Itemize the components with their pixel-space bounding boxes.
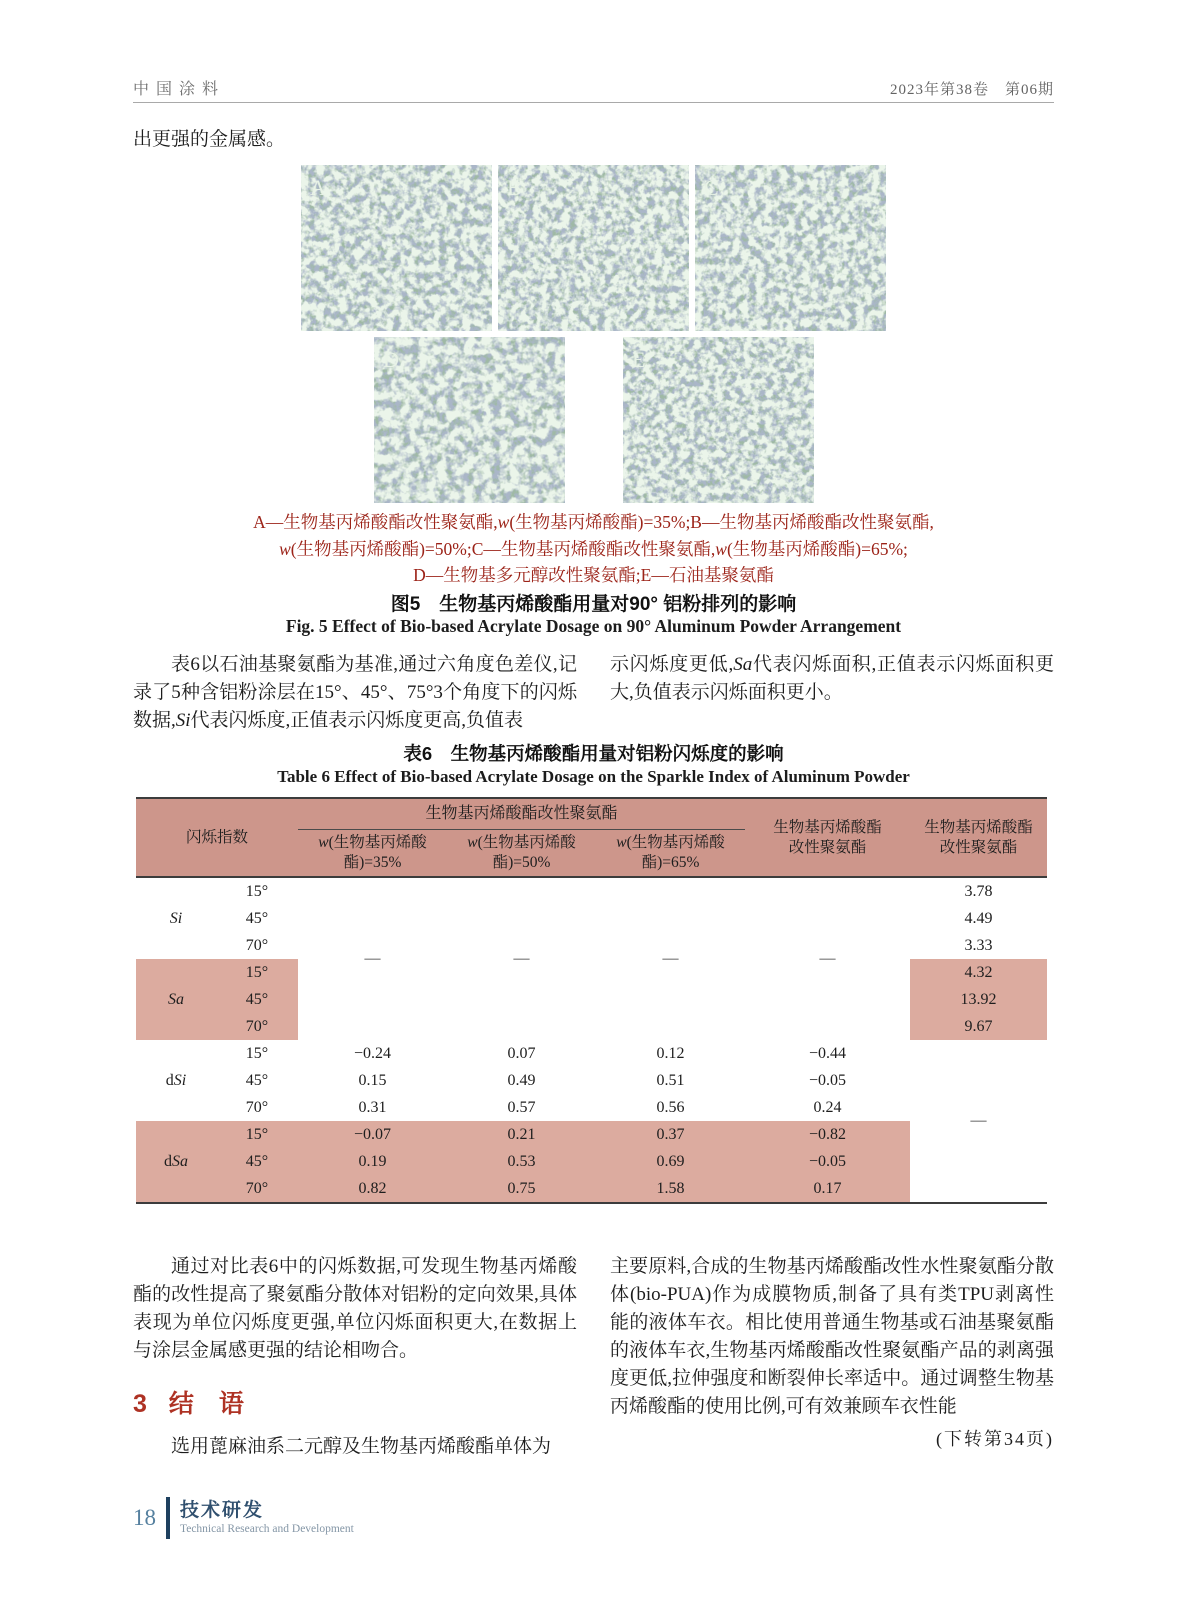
table-sub-50: w(生物基丙烯酸 酯)=50% [447, 830, 596, 878]
table-cell: −0.07 [298, 1121, 447, 1148]
table-row [136, 877, 1047, 905]
figure-key [0, 509, 1187, 589]
conclusion-paragraph-right: 主要原料,合成的生物基丙烯酸酯改性水性聚氨酯分散体(bio-PUA)作为成膜物质,制备了具有类TPU剥离性能的液体车衣。相比使用普通生物基或石油基聚氨酯的液体车衣,生物基丙烯酸酯改性聚氨酯产品的剥离强度更低,拉伸强度和断裂伸长率适中。通过调整生物基丙烯酸酯的使用比例,可有效兼顾车衣性能 [610, 1256, 1054, 1417]
angle-cell: 15° [216, 959, 298, 986]
bottom-columns [133, 1253, 1054, 1461]
figure-caption-zh: 图5 生物基丙烯酸酯用量对90° 铝粉排列的影响 [390, 594, 797, 615]
table-cell: 3.78 [964, 882, 993, 900]
table-intro-columns [133, 651, 1054, 735]
table-cell: 4.32 [910, 959, 1047, 986]
conclusion-heading [133, 1387, 577, 1421]
table-cell: 0.19 [298, 1148, 447, 1175]
footer-divider-bar [166, 1497, 170, 1539]
table-row [136, 1040, 1047, 1067]
table-cell: 13.92 [910, 986, 1047, 1013]
table-cell: 0.37 [596, 1121, 745, 1148]
table-cell: 0.31 [358, 1098, 387, 1116]
table-intro-left: 表6以石油基聚氨酯为基准,通过六角度色差仪,记录了5种含铝粉涂层在15°、45°、75°3个角度下的闪烁数据,Si代表闪烁度,正值表示闪烁度更高,负值表 [133, 654, 577, 731]
table-cell: 0.21 [447, 1121, 596, 1148]
page-number: 18 [133, 1505, 156, 1530]
micrograph-label-d: D [382, 347, 399, 372]
table-cell: 0.75 [447, 1175, 596, 1203]
figure-caption-en: Fig. 5 Effect of Bio-based Acrylate Dosage on 90° Aluminum Powder Arrangement [285, 616, 902, 636]
table-cell: −0.24 [354, 1044, 392, 1062]
angle-cell: 15° [245, 882, 269, 900]
table-cell: 1.58 [596, 1175, 745, 1203]
table-cell: 4.49 [964, 909, 993, 927]
angle-cell: 45° [216, 1148, 298, 1175]
table-title-zh: 表6 生物基丙烯酸酯用量对铝粉闪烁度的影响 [403, 743, 784, 764]
table-cell: 0.49 [507, 1071, 536, 1089]
journal-name: 中国涂料 [133, 81, 226, 98]
dash-cell: — [662, 950, 679, 967]
angle-cell: 45° [216, 986, 298, 1013]
page-footer [133, 1497, 354, 1539]
micrograph-e [623, 337, 814, 503]
table-cell: 0.69 [596, 1148, 745, 1175]
micrograph-label-e: E [631, 347, 645, 372]
angle-cell: 45° [245, 909, 269, 927]
row-label-sa: Sa [136, 959, 216, 1040]
table-cell: 3.33 [964, 936, 993, 954]
section-title: 结 语 [168, 1390, 244, 1418]
footer-section [180, 1500, 354, 1537]
table-colhead: 闪烁指数 [136, 798, 298, 877]
figure-key-line: D—生物基多元醇改性聚氨酯;E—石油基聚氨酯 [413, 565, 774, 585]
table-cell: 0.17 [745, 1175, 910, 1203]
dash-cell: — [819, 950, 836, 967]
table-cell: −0.44 [809, 1044, 847, 1062]
table-cell: 0.07 [507, 1044, 536, 1062]
table-sub-65: w(生物基丙烯酸 酯)=65% [596, 830, 745, 878]
row-label-dsi: dSi [165, 1071, 187, 1089]
table-cell: −0.05 [809, 1071, 847, 1089]
micrograph-label-c: C [704, 175, 719, 200]
conclusion-paragraph-left: 选用蓖麻油系二元醇及生物基丙烯酸酯单体为 [171, 1436, 552, 1457]
figure-row-1 [0, 165, 1187, 331]
table-cell: 0.24 [813, 1098, 842, 1116]
angle-cell: 70° [216, 1013, 298, 1040]
figure-row-2 [0, 337, 1187, 503]
sparkle-table [136, 797, 1047, 1204]
table-cell: 0.53 [447, 1148, 596, 1175]
continuation-note: (下转第34页) [936, 1429, 1054, 1449]
table-title-en: Table 6 Effect of Bio-based Acrylate Dosage on the Sparkle Index of Aluminum Powder [277, 767, 910, 786]
micrograph-b [498, 165, 689, 331]
table-col6-head: 生物基丙烯酸酯 改性聚氨酯 [910, 798, 1047, 877]
discussion-paragraph: 通过对比表6中的闪烁数据,可发现生物基丙烯酸酯的改性提高了聚氨酯分散体对铝粉的定向效果,具体表现为单位闪烁度更强,单位闪烁面积更大,在数据上与涂层金属感更强的结论相吻合。 [133, 1256, 577, 1361]
section-number: 3 [133, 1390, 147, 1418]
bottom-right-column [610, 1253, 1054, 1461]
footer-section-zh: 技术研发 [180, 1499, 265, 1521]
angle-cell: 70° [216, 1175, 298, 1203]
table-cell: −0.82 [745, 1121, 910, 1148]
running-head [133, 76, 1054, 103]
intro-paragraph-line: 出更强的金属感。 [133, 129, 286, 150]
angle-cell: 15° [245, 1044, 269, 1062]
angle-cell: 45° [245, 1071, 269, 1089]
micrograph-label-a: A [310, 175, 326, 200]
table-col5-head: 生物基丙烯酸酯 改性聚氨酯 [745, 798, 910, 877]
micrograph-label-b: B [507, 175, 522, 200]
micrograph-c [695, 165, 886, 331]
dash-cell: — [364, 950, 381, 967]
table-group-head: 生物基丙烯酸酯改性聚氨酯 [298, 798, 745, 830]
table-cell: 0.12 [656, 1044, 685, 1062]
angle-cell: 15° [216, 1121, 298, 1148]
table-cell: 0.51 [656, 1071, 685, 1089]
table-intro-right: 示闪烁度更低,Sa代表闪烁面积,正值表示闪烁面积更大,负值表示闪烁面积更小。 [610, 654, 1054, 703]
table-cell: −0.05 [745, 1148, 910, 1175]
footer-section-en: Technical Research and Development [180, 1522, 354, 1535]
table-wrapper [136, 797, 1047, 1204]
bottom-left-column [133, 1253, 577, 1461]
angle-cell: 70° [245, 1098, 269, 1116]
table-sub-35: w(生物基丙烯酸 酯)=35% [298, 830, 447, 878]
table-cell: 9.67 [910, 1013, 1047, 1040]
table-cell: 0.82 [298, 1175, 447, 1203]
issue-info: 2023年第38卷 第06期 [889, 82, 1054, 98]
row-label-dsa: dSa [136, 1121, 216, 1203]
table-cell: 0.15 [358, 1071, 387, 1089]
dash-cell: — [970, 1112, 987, 1129]
figure-key-line: A—生物基丙烯酸酯改性聚氨酯,w(生物基丙烯酸酯)=35%;B—生物基丙烯酸酯改性聚氨酯, [253, 512, 934, 532]
micrograph-d [374, 337, 565, 503]
table-cell: 0.56 [656, 1098, 685, 1116]
dash-cell: — [513, 950, 530, 967]
row-label-si: Si [169, 909, 183, 927]
table-cell: 0.57 [507, 1098, 536, 1116]
figure-key-line: w(生物基丙烯酸酯)=50%;C—生物基丙烯酸酯改性聚氨酯,w(生物基丙烯酸酯)=65%; [279, 538, 908, 559]
micrograph-a [301, 165, 492, 331]
angle-cell: 70° [245, 936, 269, 954]
